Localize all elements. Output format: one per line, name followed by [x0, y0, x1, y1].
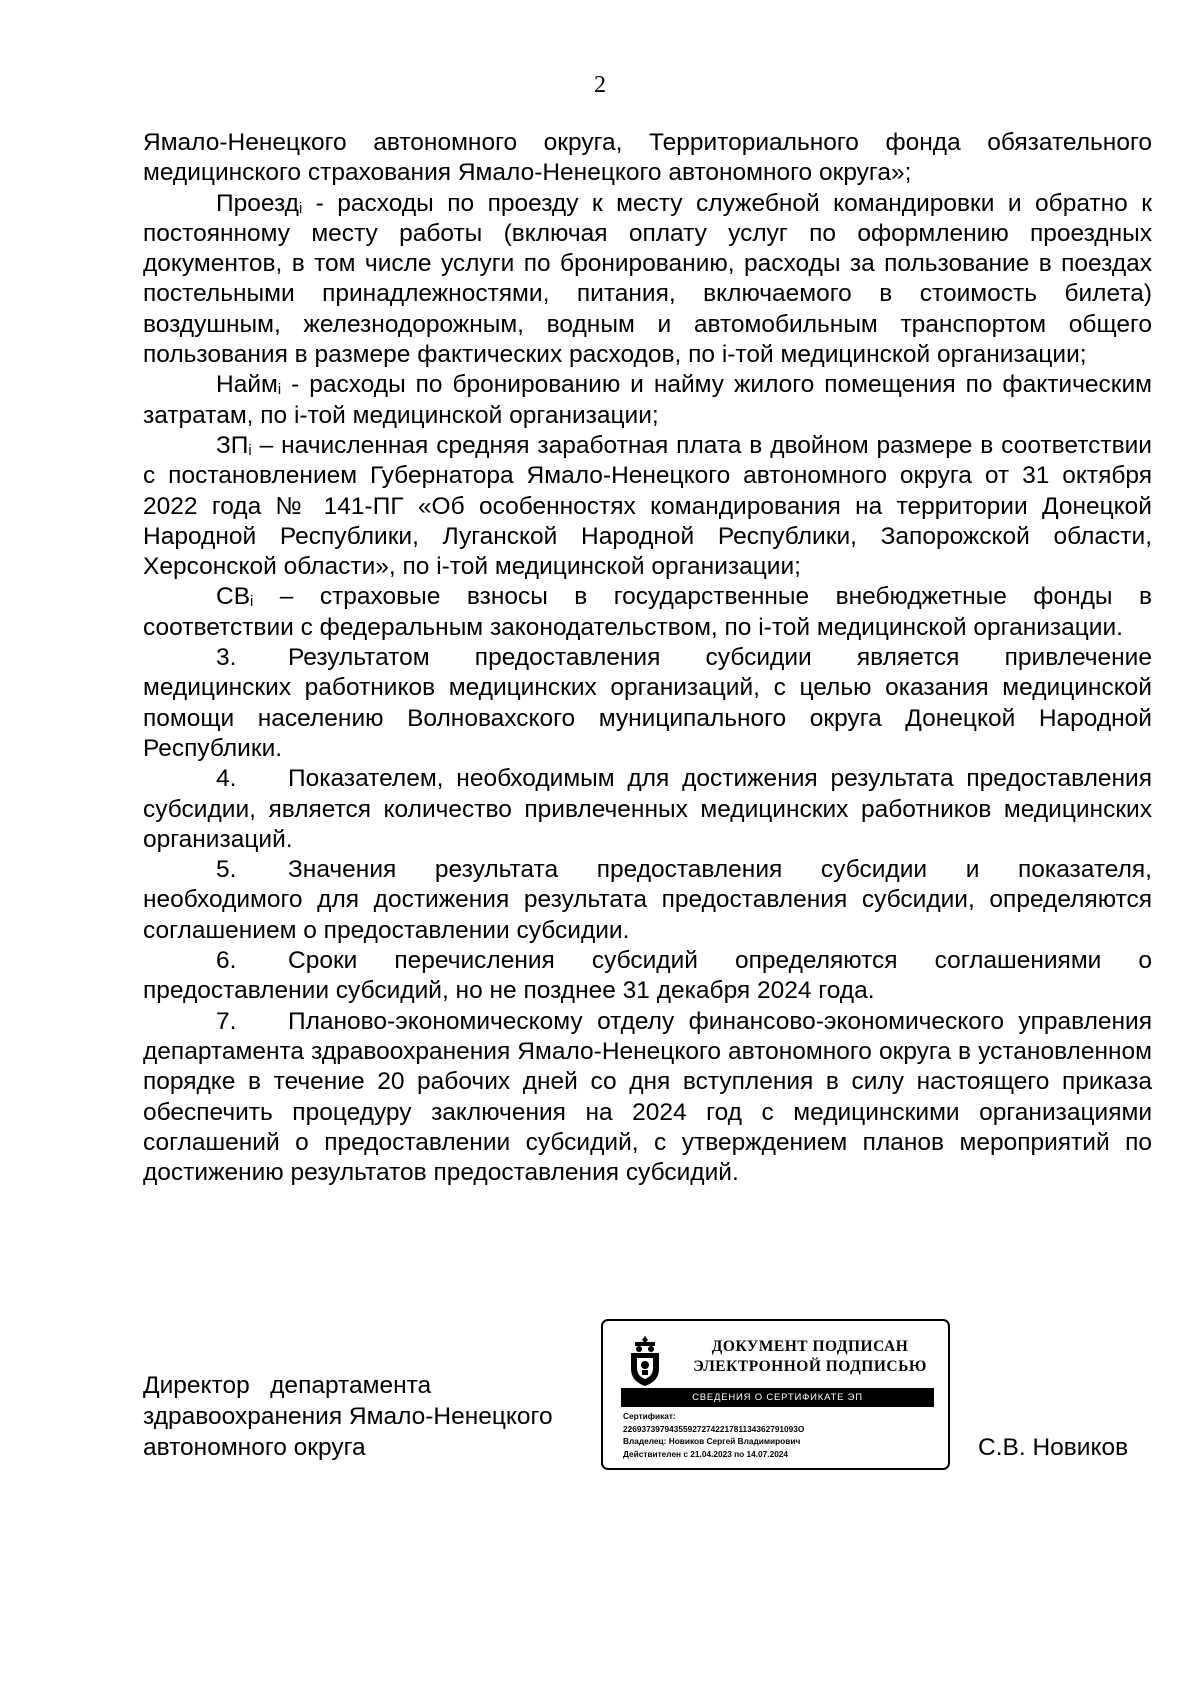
paragraph-text: Ямало-Ненецкого автономного округа, Территориального фонда обязательного медицинского страхования Ямало-Ненецкого автономного округа»;	[143, 129, 1152, 187]
term-text: - расходы по проезду к месту служебной командировки и обратно к постоянному месту работы (включая оплату услуг по оформлению проездных документов, в том числе услуги по бронированию, расходы за пользование в поездах постельными принадлежностями, питания, включаемого в стоимость билета) воздушным, железнодорожным, водным и автомобильным транспортом общего пользования в размере фактических расходов, по i-той медицинской организации;	[143, 189, 1152, 369]
paragraph-number: 6.	[216, 947, 237, 975]
numbered-paragraph	[143, 643, 1152, 764]
document-body	[143, 128, 1152, 1188]
numbered-paragraph	[143, 855, 1152, 946]
term-name: Проезд	[216, 189, 299, 217]
paragraph-number: 3.	[216, 644, 237, 672]
term-subscript: i	[250, 594, 254, 611]
term-subscript: i	[248, 442, 252, 459]
electronic-signature-stamp	[601, 1319, 950, 1470]
stamp-title	[675, 1337, 945, 1377]
term-definition	[143, 370, 1152, 431]
certificate-info-bar: СВЕДЕНИЯ О СЕРТИФИКАТЕ ЭП	[621, 1388, 934, 1407]
term-definition	[143, 431, 1152, 582]
term-definition	[143, 582, 1152, 643]
paragraph-continuation	[143, 128, 1152, 189]
certificate-details	[623, 1410, 943, 1460]
term-definition	[143, 189, 1152, 371]
paragraph-number: 5.	[216, 856, 237, 884]
term-subscript: i	[277, 382, 282, 399]
certificate-owner: Владелец: Новиков Сергей Владимирович	[623, 1436, 801, 1446]
signatory-name: С.В. Новиков	[978, 1434, 1129, 1461]
stamp-title-line: ДОКУМЕНТ ПОДПИСАН	[711, 1338, 909, 1355]
certificate-number: 22693739794355927274221781134362791093O	[623, 1423, 805, 1434]
term-name: ЗП	[216, 431, 249, 459]
term-text: – начисленная средняя заработная плата в двойном размере в соответствии с постановлением Губернатора Ямало-Ненецкого автономного округа от 31 октября 2022 года № 141-ПГ «Об особенностях командирования на территории Донецкой Народной Республики, Луганской Народной Республики, Запорожской области, Херсонской области», по i-той медицинской организации;	[143, 431, 1152, 581]
paragraph-text: Планово-экономическому отделу финансово-экономического управления департамента здравоохранения Ямало-Ненецкого автономного округа в установленном порядке в течение 20 рабочих дней со дня вступления в силу настоящего приказа обеспечить процедуру заключения на 2024 год с медицинскими организациями соглашений о предоставлении субсидий, с утверждением планов мероприятий по достижению результатов предоставления субсидий.	[143, 1007, 1152, 1187]
signatory-position-line: здравоохранения Ямало-Ненецкого	[143, 1403, 553, 1430]
stamp-title-line: ЭЛЕКТРОННОЙ ПОДПИСЬЮ	[693, 1358, 927, 1375]
certificate-label: Сертификат:	[623, 1411, 676, 1421]
term-text: – страховые взносы в государственные внебюджетные фонды в соответствии с федеральным законодательством, по i-той медицинской организации.	[143, 583, 1152, 641]
term-name: СВ	[216, 583, 251, 611]
paragraph-text: Показателем, необходимым для достижения результата предоставления субсидии, является количество привлеченных медицинских работников медицинских организаций.	[143, 765, 1152, 853]
term-name: Найм	[216, 371, 278, 399]
term-subscript: i	[298, 200, 303, 217]
signatory-position-line: Директор департамента	[143, 1372, 432, 1399]
numbered-paragraph	[143, 946, 1152, 1007]
term-text: - расходы по бронированию и найму жилого помещения по фактическим затратам, по i-той медицинской организации;	[143, 371, 1152, 429]
numbered-paragraph	[143, 764, 1152, 855]
paragraph-number: 4.	[216, 765, 237, 793]
paragraph-text: Результатом предоставления субсидии является привлечение медицинских работников медицинских организаций, с целью оказания медицинской помощи населению Волновахского муниципального округа Донецкой Народной Республики.	[143, 644, 1152, 762]
yanao-coat-of-arms-icon	[625, 1335, 665, 1387]
signatory-position-line: автономного округа	[143, 1434, 366, 1461]
numbered-paragraph	[143, 1007, 1152, 1189]
paragraph-text: Значения результата предоставления субсидии и показателя, необходимого для достижения результата предоставления субсидии, определяются соглашением о предоставлении субсидии.	[143, 856, 1152, 944]
page-number: 2	[594, 72, 606, 98]
signatory-position	[143, 1370, 583, 1463]
certificate-validity: Действителен с 21.04.2023 по 14.07.2024	[623, 1448, 789, 1459]
paragraph-text: Сроки перечисления субсидий определяются соглашениями о предоставлении субсидий, но не позднее 31 декабря 2024 года.	[143, 947, 1152, 1005]
paragraph-number: 7.	[216, 1007, 237, 1035]
